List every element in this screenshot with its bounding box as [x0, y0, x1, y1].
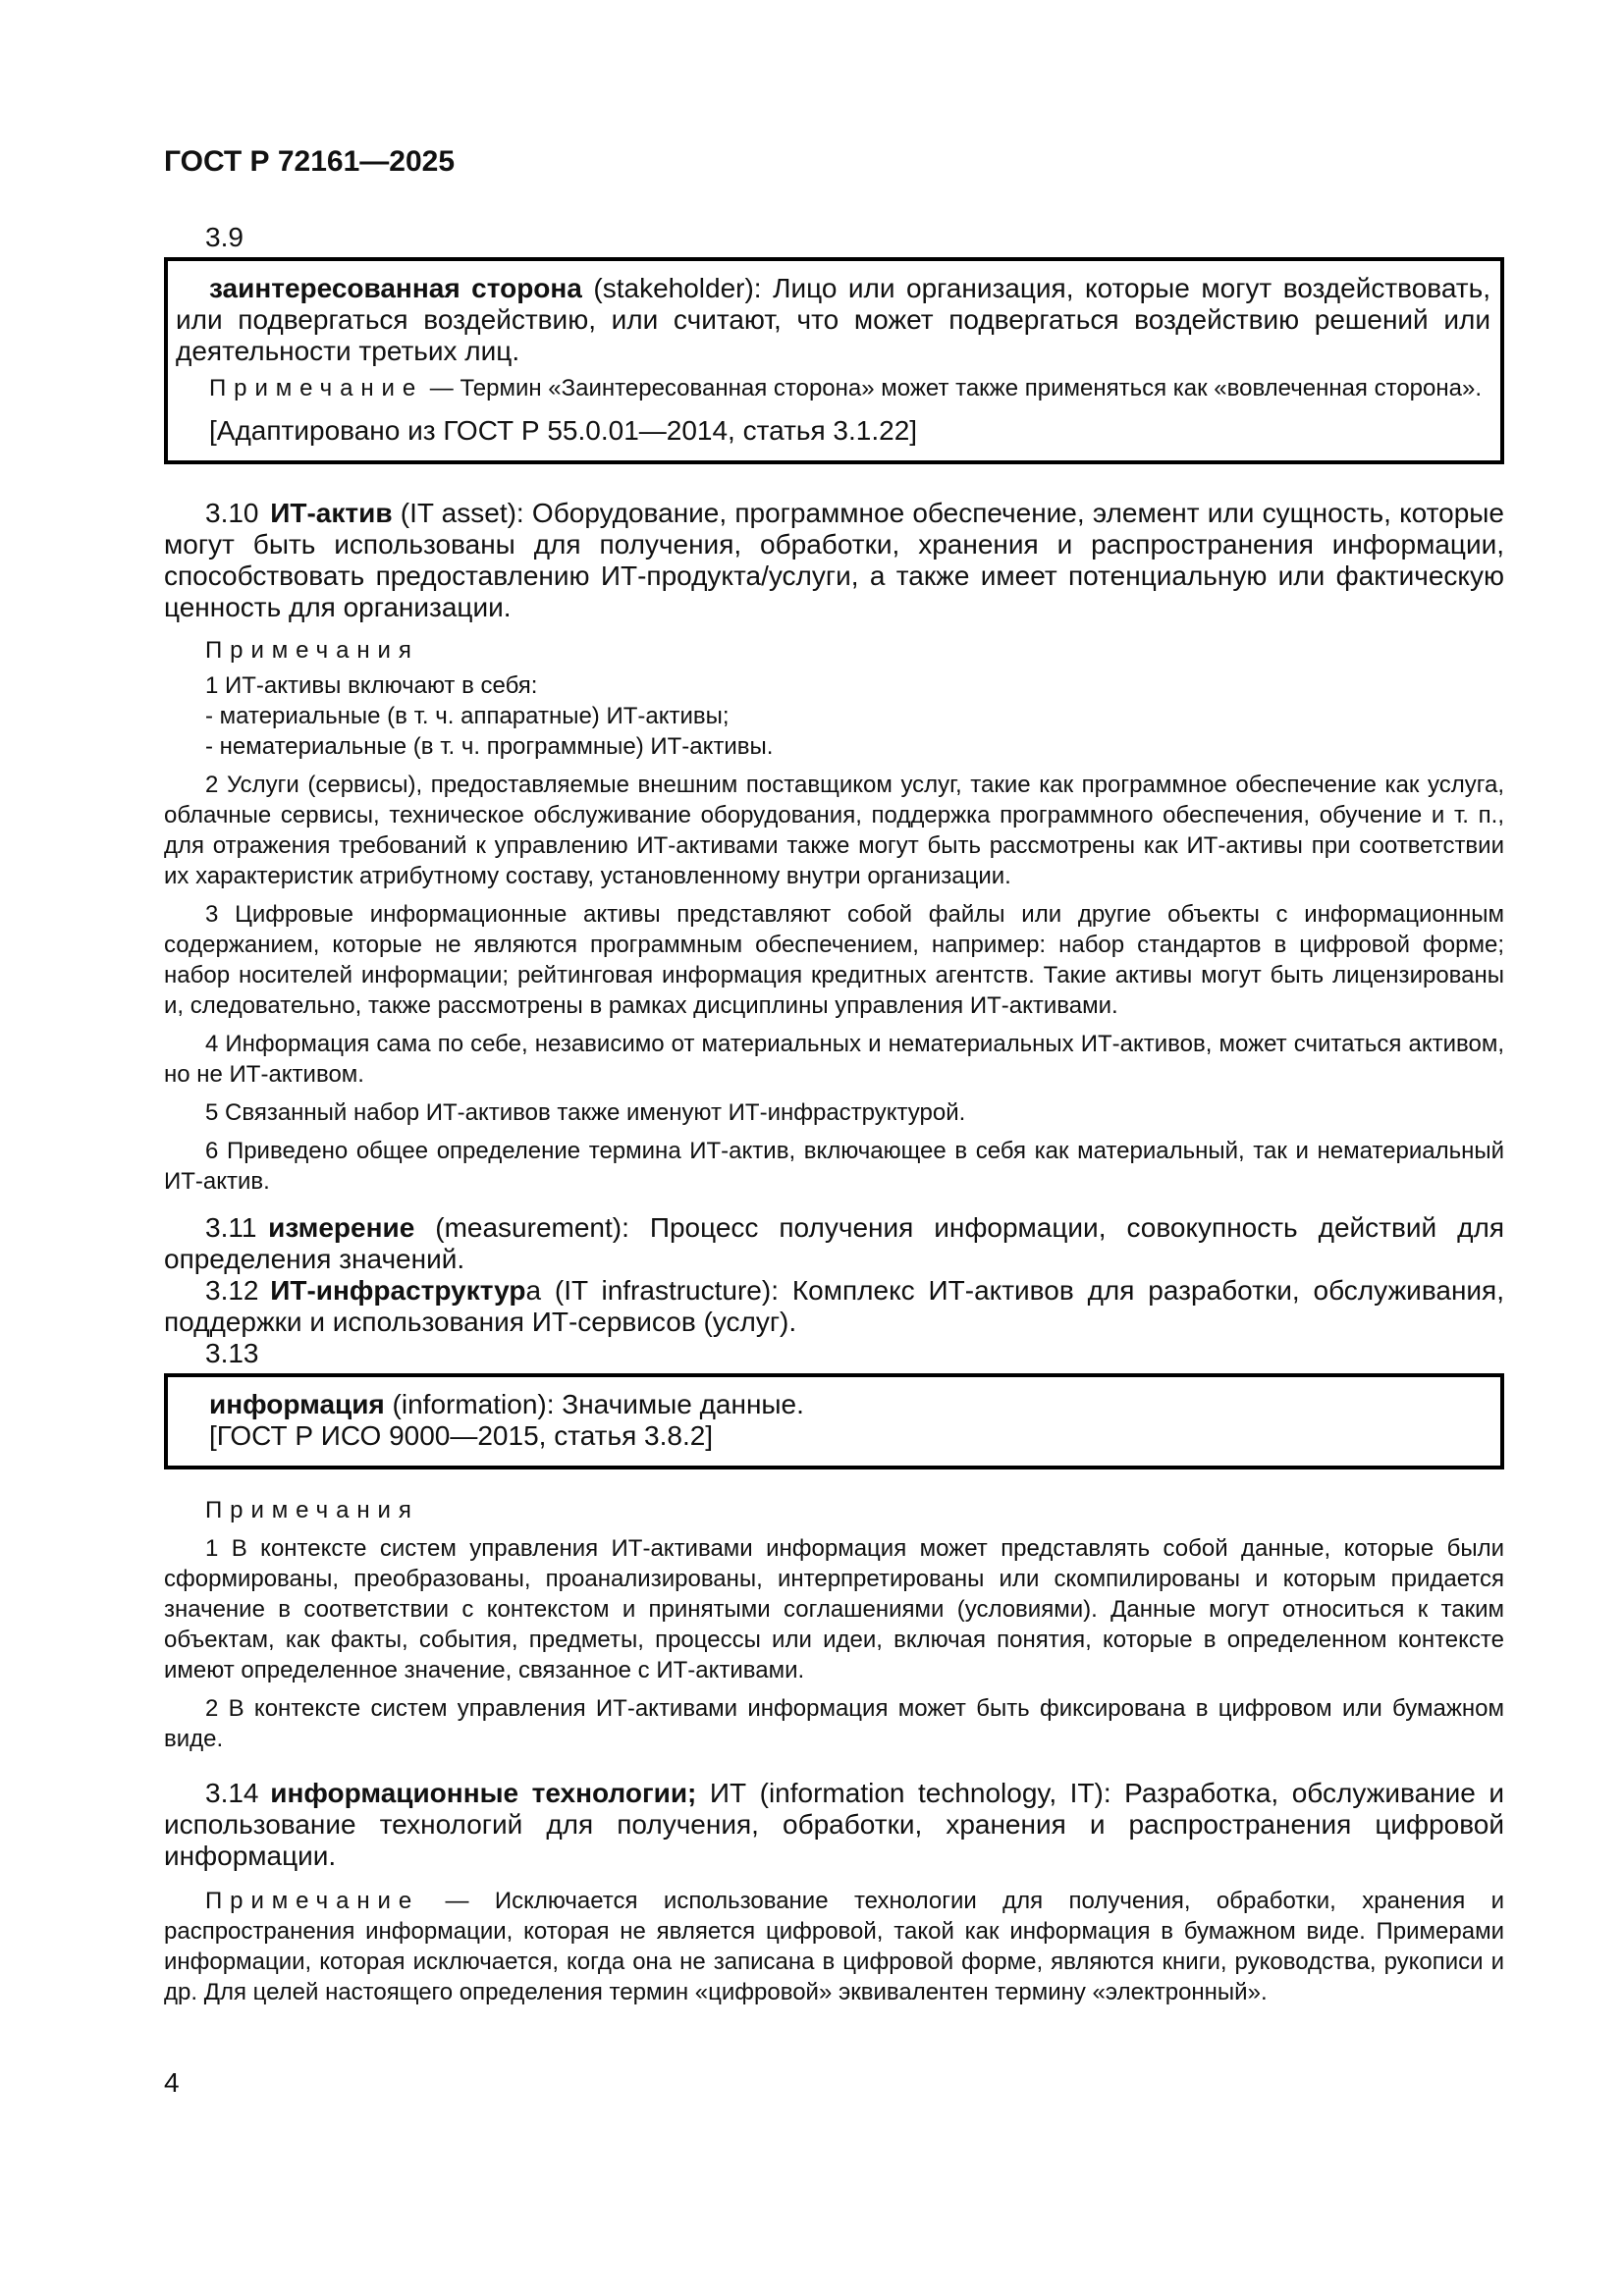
- clause-3-13-note-2: 2 В контексте систем управления ИТ-активами информация может быть фиксирована в цифровом или бумажном виде.: [164, 1695, 1504, 1752]
- clause-3-10-note-1: 1 ИТ-активы включают в себя:: [205, 672, 538, 699]
- clause-3-13-notes-label: [164, 1495, 1504, 1525]
- stakeholder-source-reference: [Адаптировано из ГОСТ Р 55.0.01—2014, статья 3.1.22]: [209, 415, 918, 446]
- stakeholder-note-label: Примечание: [209, 375, 424, 401]
- information-definition: [176, 1389, 1490, 1420]
- page-number: 4: [164, 2067, 180, 2098]
- clause-3-13-number: 3.13: [205, 1338, 259, 1368]
- information-definition-text: (information): Значимые данные.: [384, 1389, 804, 1419]
- clause-3-14-note: [164, 1886, 1504, 2007]
- it-infrastructure-definition-text: а (IT infrastructure): Комплекс ИТ-активов для разработки, обслуживания, поддержки и использования ИТ-сервисов (услуг).: [164, 1275, 1504, 1337]
- standard-code: ГОСТ Р 72161—2025: [164, 145, 456, 178]
- term-information: информация: [209, 1389, 385, 1419]
- information-technology-definition-text: ИТ (information technology, IT): Разработка, обслуживание и использование технологий для получения, обработки, хранения и распространения цифровой информации.: [164, 1778, 1504, 1871]
- clause-3-14-note-text: — Исключается использование технологии для получения, обработки, хранения и распространения информации, которая не является цифровой, такой как информация в бумажном виде. Примерами информации, которая исключается, когда она не записана в цифровой форме, являются книги, руководства, рукописи и др. Для целей настоящего определения термин «цифровой» эквивалентен термину «электронный».: [164, 1888, 1504, 2005]
- clause-3-10-note-3: 3 Цифровые информационные активы представляют собой файлы или другие объекты с информационным содержанием, которые не являются программным обеспечением, например: набор стандартов в цифровой форме; набор носителей информации; рейтинговая информация кредитных агентств. Такие активы могут быть лицензированы и, следовательно, также рассмотрены в рамках дисциплины управления ИТ-активами.: [164, 901, 1504, 1019]
- clause-3-10-notes-label: [164, 635, 1504, 666]
- term-it-infrastructure: ИТ-инфраструктур: [270, 1275, 526, 1306]
- stakeholder-note: [176, 373, 1490, 403]
- term-it-asset: ИТ-актив: [270, 498, 393, 528]
- clause-3-10-note-4: 4 Информация сама по себе, независимо от материальных и нематериальных ИТ-активов, может считаться активом, но не ИТ-активом.: [164, 1031, 1504, 1088]
- stakeholder-definition-text: (stakeholder): Лицо или организация, которые могут воздействовать, или подвергаться воздействию, или считают, что может подвергаться воздействию решений или деятельности третьих лиц.: [176, 273, 1490, 366]
- term-measurement: измерение: [268, 1212, 415, 1243]
- clause-3-14: [164, 1778, 1504, 1872]
- notes-label-text-2: Примечания: [205, 1497, 419, 1523]
- clause-3-9-number: 3.9: [205, 222, 244, 252]
- information-source-reference: [ГОСТ Р ИСО 9000—2015, статья 3.8.2]: [209, 1420, 714, 1451]
- it-asset-definition-text: (IT asset): Оборудование, программное обеспечение, элемент или сущность, которые могут быть использованы для получения, обработки, хранения и распространения информации, способствовать предоставлению ИТ-продукта/услуги, а также имеет потенциальную или фактическую ценность для организации.: [164, 498, 1504, 622]
- clause-3-12-number: 3.12: [205, 1275, 259, 1306]
- clause-3-10-note-2: 2 Услуги (сервисы), предоставляемые внешним поставщиком услуг, такие как программное обеспечение как услуга, облачные сервисы, техническое обслуживание оборудования, поддержка программного обеспечения, обучение и т. п., для отражения требований к управлению ИТ-активами также могут быть рассмотрены как ИТ-активы при соответствии их характеристик атрибутному составу, установленному внутри организации.: [164, 772, 1504, 889]
- document-header: [164, 145, 1504, 179]
- term-information-technology: информационные технологии;: [270, 1778, 697, 1808]
- notes-label-text: Примечания: [205, 637, 419, 664]
- clause-3-11-number: 3.11: [205, 1212, 257, 1243]
- clause-3-10: [164, 498, 1504, 623]
- stakeholder-definition: [176, 273, 1490, 367]
- clause-3-14-note-label: Примечание: [205, 1888, 420, 1914]
- clause-3-10-note-1-item-2: - нематериальные (в т. ч. программные) ИТ-активы.: [205, 733, 774, 760]
- clause-3-10-number: 3.10: [205, 498, 259, 528]
- clause-3-13-note-1: 1 В контексте систем управления ИТ-активами информация может представлять собой данные, которые были сформированы, преобразованы, проанализированы, интерпретированы или скомпилированы и которым придается значение в соответствии с контекстом и принятыми соглашениями (условиями). Данные могут относиться к таким объектам, как факты, события, предметы, процессы или идеи, включая понятия, которые в определенном контексте имеют определенное значение, связанное с ИТ-активами.: [164, 1535, 1504, 1683]
- clause-3-14-number: 3.14: [205, 1778, 259, 1808]
- stakeholder-note-text: — Термин «Заинтересованная сторона» может также применяться как «вовлеченная сторона».: [423, 375, 1482, 401]
- measurement-definition-text: (measurement): Процесс получения информации, совокупность действий для определения значений.: [164, 1212, 1504, 1274]
- term-stakeholder: заинтересованная сторона: [209, 273, 582, 303]
- clause-3-10-note-5: 5 Связанный набор ИТ-активов также именуют ИТ-инфраструктурой.: [205, 1099, 966, 1126]
- clause-3-11: [164, 1212, 1504, 1275]
- clause-3-10-note-1-item-1: - материальные (в т. ч. аппаратные) ИТ-активы;: [205, 703, 730, 729]
- clause-3-10-note-6: 6 Приведено общее определение термина ИТ-актив, включающее в себя как материальный, так и нематериальный ИТ-актив.: [164, 1138, 1504, 1195]
- clause-3-12: [164, 1275, 1504, 1338]
- definition-box-information: [164, 1373, 1504, 1469]
- definition-box-stakeholder: [164, 257, 1504, 464]
